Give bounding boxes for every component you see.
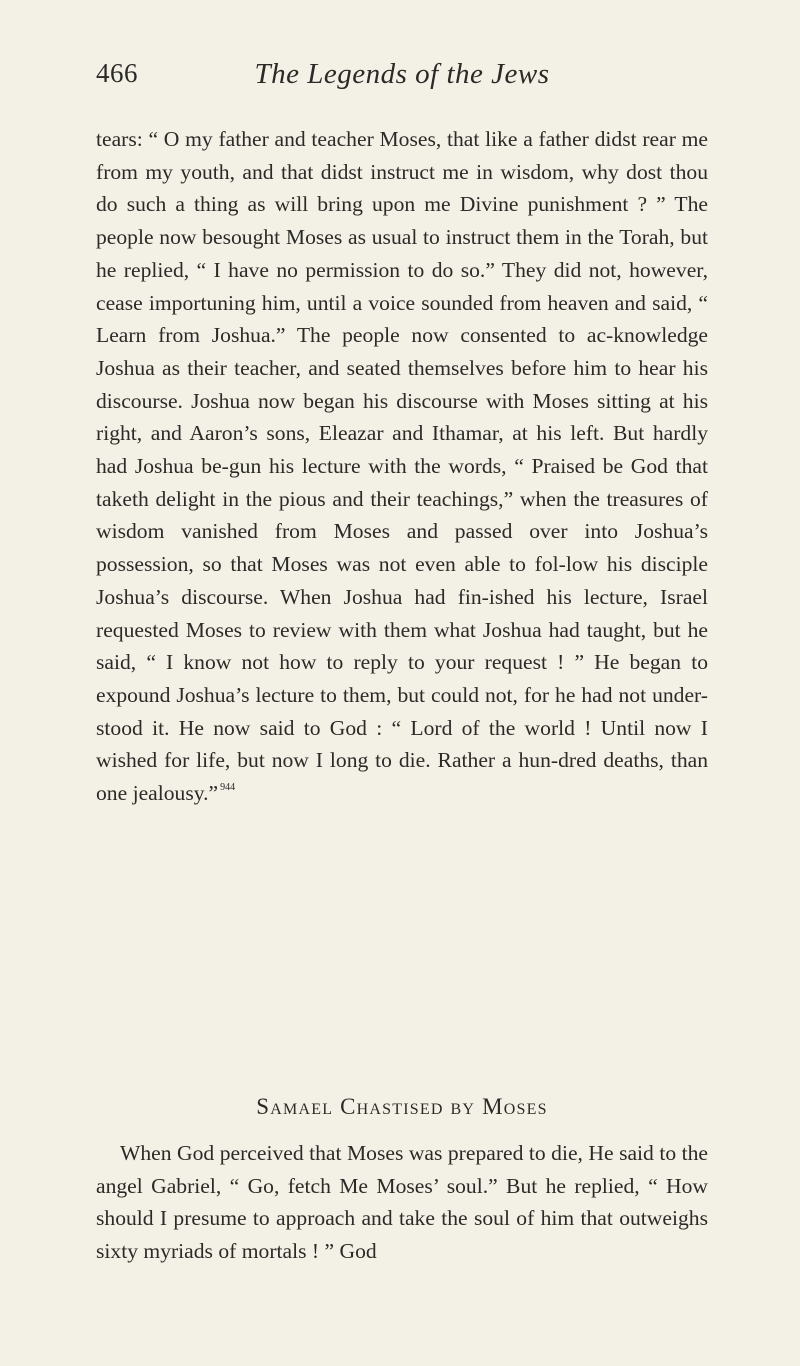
paragraph-1 [96, 123, 708, 810]
section-heading: Samael Chastised by Moses [256, 1094, 548, 1119]
paragraph-1-body: tears: “ O my father and teacher Moses, that like a father didst rear me from my youth, and that didst instruct me in wisdom, why dost thou do such a thing as will bring upon me Divine punishment ? ” The people now besought Moses as usual to instruct them in the Torah, but he replied, “ I have no permission to do so.” They did not, however, cease importuning him, until a voice sounded from heaven and said, “ Learn from Joshua.” The people now consented to ac-knowledge Joshua as their teacher, and seated themselves before him to hear his discourse. Joshua now began his discourse with Moses sitting at his right, and Aaron’s sons, Eleazar and Ithamar, at his left. But hardly had Joshua be-gun his lecture with the words, “ Praised be God that taketh delight in the pious and their teachings,” when the treasures of wisdom vanished from Moses and passed over into Joshua’s possession, so that Moses was not even able to fol-low his disciple Joshua’s discourse. When Joshua had fin-ished his lecture, Israel requested Moses to review with them what Joshua had taught, but he said, “ I know not how to reply to your request ! ” He began to expound Joshua’s lecture to them, but could not, for he had not under-stood it. He now said to God : “ Lord of the world ! Until now I wished for life, but now I long to die. Rather a hun-dred deaths, than one jealousy.” [96, 127, 708, 806]
paragraph-2 [96, 1137, 708, 1268]
paragraph-2-text: When God perceived that Moses was prepared to die, He said to the angel Gabriel, “ Go, fetch Me Moses’ soul.” But he replied, “ How should I presume to approach and take the soul of him that outweighs sixty myriads of mortals ! ” God [96, 1141, 708, 1264]
page-number: 466 [96, 58, 138, 88]
running-head [96, 58, 708, 98]
footnote-reference: 944 [220, 782, 236, 794]
paragraph-1-text [96, 123, 708, 810]
running-title: The Legends of the Jews [254, 58, 550, 90]
